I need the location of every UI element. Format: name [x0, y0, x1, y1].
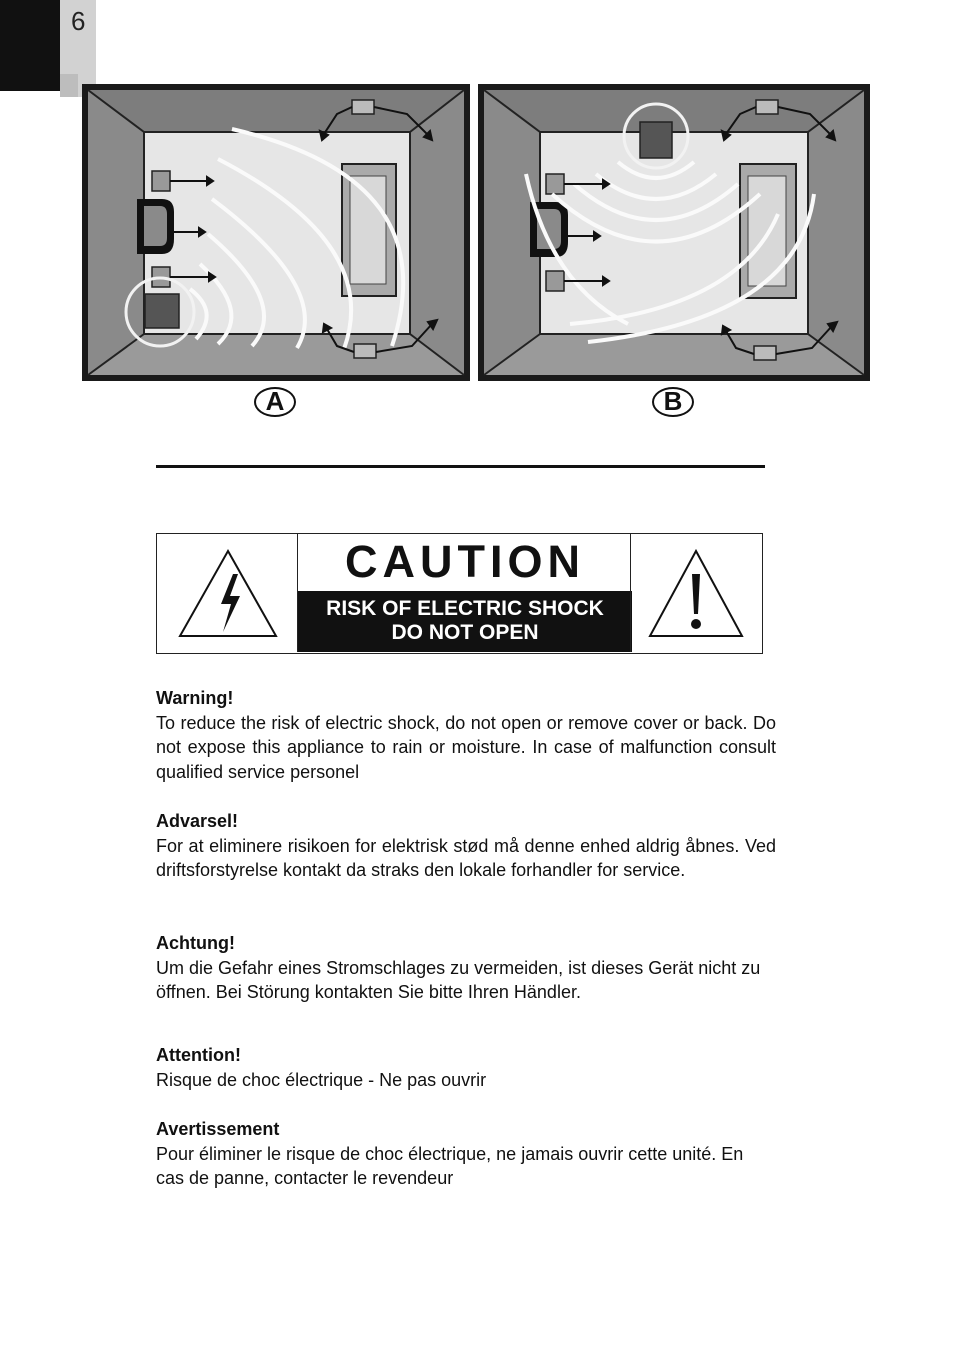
- section-heading: Achtung!: [156, 933, 235, 953]
- room-diagram-b: [478, 84, 870, 381]
- section-body: For at eliminere risikoen for elektrisk stød må denne enhed aldrig åbnes. Ved driftsforstyrelse kontakt da straks den lokale forhandler for service.: [156, 835, 776, 880]
- diagram-label-b: B: [652, 387, 694, 417]
- caution-line-1: RISK OF ELECTRIC SHOCK: [326, 597, 604, 620]
- section-divider: [156, 465, 765, 468]
- exclamation-warning-icon: [647, 548, 745, 640]
- section-heading: Attention!: [156, 1045, 241, 1065]
- warning-section-da: [156, 809, 776, 883]
- caution-title: CAUTION: [345, 536, 585, 587]
- section-body: Risque de choc électrique - Ne pas ouvrir: [156, 1069, 487, 1090]
- page-tab-gray-lower: [60, 74, 78, 97]
- warning-section-en: [156, 686, 776, 784]
- diagram-label-a: A: [254, 387, 296, 417]
- caution-band: [298, 591, 632, 652]
- caution-label: [156, 533, 763, 654]
- caution-left-panel: [157, 534, 298, 652]
- caution-line-2: DO NOT OPEN: [391, 621, 539, 644]
- warning-section-de: [156, 931, 776, 1005]
- warning-section-fr-1: [156, 1043, 776, 1092]
- page-number: 6: [71, 6, 86, 36]
- section-body: Pour éliminer le risque de choc électrique, ne jamais ouvrir cette unité. En cas de panne, contacter le revendeur: [156, 1143, 744, 1188]
- section-body: Um die Gefahr eines Stromschlages zu vermeiden, ist dieses Gerät nicht zu öffnen. Bei Störung kontakten Sie bitte Ihren Händler.: [156, 957, 761, 1002]
- warning-section-fr-2: [156, 1117, 776, 1191]
- section-body: To reduce the risk of electric shock, do not open or remove cover or back. Do not expose this appliance to rain or moisture. In case of malfunction consult qualified service personel: [156, 712, 776, 782]
- section-heading: Advarsel!: [156, 811, 239, 831]
- caution-right-panel: [630, 534, 762, 652]
- electric-shock-warning-icon: [177, 548, 279, 640]
- section-heading: Warning!: [156, 688, 234, 708]
- caution-text-panel: [298, 534, 632, 652]
- room-diagram-a: [82, 84, 470, 381]
- section-heading: Avertissement: [156, 1119, 280, 1139]
